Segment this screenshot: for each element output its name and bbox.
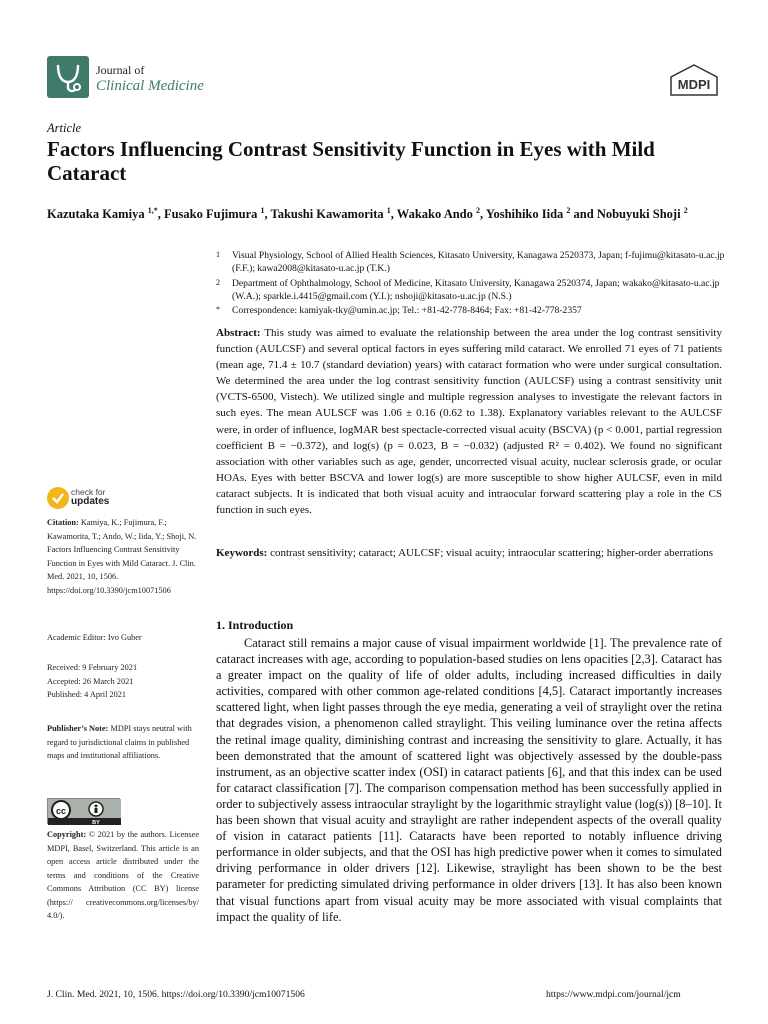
keywords	[216, 545, 722, 561]
academic-editor: Academic Editor: Ivo Guber	[47, 633, 142, 642]
citation-text: Kamiya, K.; Fujimura, F.; Kawamorita, T.; Ando, W.; Iida, Y.; Shoji, N. Factors Influencing Contrast Sensitivity Function in Eyes with Mild Cataract. J. Clin. Med. 2021, 10, 1506. https://doi.org/10.3390/jcm10071506	[47, 518, 197, 595]
article-title: Factors Influencing Contrast Sensitivity Function in Eyes with Mild Cataract	[47, 137, 655, 185]
journal-logo-icon	[47, 56, 89, 98]
check-bottom-label: updates	[71, 496, 110, 507]
citation-label: Citation:	[47, 518, 79, 527]
abstract	[216, 325, 722, 518]
check-icon	[47, 487, 69, 509]
article-type-label: Article	[47, 121, 82, 135]
affiliation-text: Department of Ophthalmology, School of Medicine, Kitasato University, Kanagawa 2520374, Japan; wakako@kitasato-u.ac.jp (W.A.); sparkle.i.4415@gmail.com (Y.I.); nshoji@kitasato-u.ac.jp (N.S.)	[232, 277, 720, 302]
svg-text:MDPI: MDPI	[677, 77, 711, 92]
author-name: Takushi Kawamorita	[270, 207, 387, 222]
publisher-note-text: MDPI stays neutral with regard to jurisdictional claims in published maps and institutional affiliations.	[47, 724, 192, 760]
author-name: Yoshihiko Iida	[485, 207, 567, 222]
author-name: Fusako Fujimura	[163, 207, 261, 222]
author-affiliation-mark: 2	[566, 206, 571, 215]
affiliations	[216, 249, 726, 318]
check-top-label: check for	[71, 487, 106, 497]
svg-text:cc: cc	[55, 806, 67, 816]
publisher-note	[47, 722, 199, 763]
author-name: Wakako Ando	[396, 207, 477, 222]
copyright	[47, 828, 199, 923]
affiliation-item	[216, 277, 726, 304]
section-heading: 1. Introduction	[216, 618, 294, 632]
cc-by-license-icon[interactable]	[47, 798, 120, 824]
affiliation-mark: 2	[216, 277, 220, 287]
svg-text:BY: BY	[92, 820, 100, 825]
affiliation-item	[216, 249, 726, 276]
check-for-updates-badge[interactable]	[47, 484, 167, 514]
author-name: Nobuyuki Shoji	[596, 207, 684, 222]
mdpi-logo	[668, 64, 720, 96]
affiliation-mark: *	[216, 305, 220, 315]
affiliation-text: Visual Physiology, School of Allied Health Sciences, Kitasato University, Kanagawa 2520373, Japan; f-fujimu@kitasato-u.ac.jp (F.F.); kawa2008@kitasato-u.ac.jp (T.K.)	[232, 250, 725, 275]
copyright-label: Copyright:	[47, 830, 87, 839]
author-affiliation-mark: 1	[386, 206, 391, 215]
journal-title: Clinical Medicine	[96, 78, 204, 94]
publisher-note-label: Publisher’s Note:	[47, 724, 109, 733]
author-affiliation-mark: 2	[476, 206, 481, 215]
keywords-text: contrast sensitivity; cataract; AULCSF; visual acuity; intraocular scattering; higher-order aberrations	[270, 547, 714, 559]
footer-journal-url[interactable]: https://www.mdpi.com/journal/jcm	[546, 989, 681, 1000]
abstract-text: This study was aimed to evaluate the relationship between the area under the log contrast sensitivity function (AULCSF) and several optical factors in eyes suffering mild cataract. We enrolled 71 eyes of 71 patients (mean age, 71.4 ± 10.7 (standard deviation) years) with cataract formation who were under surgical consultation. We determined the area under the log contrast sensitivity function (AULCSF) using a contrast sensitivity unit (VCTS-6500, Vistech). We utilized single and multiple regression analyses to investigate the relevant factors in such eyes. The mean AULSCF was 1.06 ± 0.16 (0.62 to 1.38). Explanatory variables relevant to the AULCSF were, in order of influence, logMAR best spectacle-corrected visual acuity (BSCVA) (p < 0.001, partial regression coefficient B = −0.372), and log(s) (p = 0.023, B = −0.032) (adjusted R² = 0.402). We found no significant association with other variables such as age, gender, uncorrected visual acuity, nuclear sclerosis grade, or ocular HOAs. Eyes with better BSCVA and lower log(s) are more susceptible to show higher AULCSF, even in mild cataract subjects. It is indicated that both visual acuity and intraocular forward scattering play a role in the CS function in such eyes.	[216, 327, 722, 517]
affiliation-item	[216, 304, 726, 317]
author-affiliation-mark: 2	[683, 206, 688, 215]
abstract-label: Abstract:	[216, 327, 261, 339]
author-name: Kazutaka Kamiya	[47, 207, 148, 222]
affiliation-mark: 1	[216, 250, 220, 259]
citation	[47, 516, 199, 597]
journal-name	[96, 62, 204, 94]
accepted-date: Accepted: 26 March 2021	[47, 676, 134, 686]
author-affiliation-mark: 1,*	[147, 206, 158, 215]
author-affiliation-mark: 1	[260, 206, 265, 215]
introduction-body: Cataract still remains a major cause of visual impairment worldwide [1]. The prevalence rate of cataract increases with age, according to population-based studies on lens opacities [2,3]. Cataract has a greater impact on the quality of life of older adults, including increased difficulties in daily activities, compared with other common age-related conditions [4,5]. Cataract importantly increases scattered light, when light passes through the eye media, generating a veil of straylight over the retina that degrades vision, a phenomenon called straylight. This veiling luminance over the retina affects the retinal image quality, diminishing contrast and increasing the sensitivity to glare. Actually, it has been demonstrated that the amount of scattered light was objectively assessed by the double-pass instrument, as an objective scatter index (OSI) in cataract patients [6], and that this index can be used for cataract classification [7]. The comparison compensation method has been successfully applied in order to subjectively assess intraocular straylight by the logarithmic straylight value (log(s)) [8–10]. It has been shown that visual acuity and straylight are rather independent aspects of the overall quality of vision in cataract patients [11]. Cataracts have been reported to notably influence driving performance in older subjects, and that the OSI has high predictive power when it comes to simulated driving performance in older drivers [12]. Likewise, straylight has been shown to be the best parameter for predicting simulated driving performance in older drivers [13]. It has also been known that visual functions apart from visual acuity may be more associated with visual complaints that impact the quality of life.	[216, 636, 722, 924]
received-date: Received: 9 February 2021	[47, 663, 138, 672]
author-list: Kazutaka Kamiya $^{1,*}$, Fusako Fujimura $^1$, Takushi Kawamorita $^1$, Wakako Ando $^2$, Yoshihiko Iida $^2$ and Nobuyuki Shoji $^2$	[47, 206, 688, 222]
affiliation-text: Correspondence: kamiyak-tky@umin.ac.jp; Tel.: +81-42-778-8464; Fax: +81-42-778-2357	[232, 305, 582, 317]
dates	[47, 661, 199, 702]
copyright-text: © 2021 by the authors. Licensee MDPI, Basel, Switzerland. This article is an open access article distributed under the terms and conditions of the Creative Commons Attribution (CC BY) license (https:// creativecommons.org/licenses/by/ 4.0/).	[47, 830, 200, 920]
journal-of-label: Journal of	[96, 63, 145, 77]
keywords-label: Keywords:	[216, 547, 268, 559]
footer-citation: J. Clin. Med. 2021, 10, 1506. https://doi.org/10.3390/jcm10071506	[47, 989, 305, 1000]
published-date: Published: 4 April 2021	[47, 690, 127, 699]
